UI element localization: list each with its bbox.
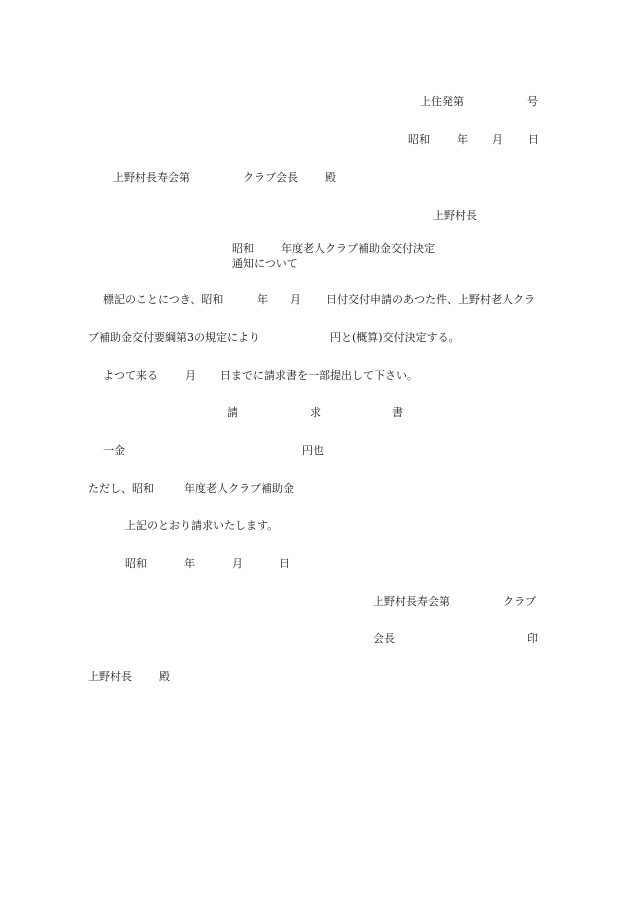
claim-statement: 上記のとおり請求いたします。 [125, 519, 279, 532]
addressee-club-title: クラブ会長 [243, 171, 298, 184]
body-p1-start: 標記のことにつき、昭和 [103, 293, 224, 306]
sender-name: 上野村長 [433, 209, 477, 222]
issue-number-label: 上住発第 [420, 95, 464, 108]
claimant-club-suffix: クラブ [503, 595, 536, 608]
claimant-club-prefix: 上野村長寿会第 [373, 595, 450, 608]
body-p1-year: 年 [257, 293, 268, 306]
amount-suffix: 円也 [302, 444, 324, 457]
claim-title-char-2: 求 [310, 406, 321, 419]
header-date-day: 日 [528, 133, 539, 146]
claim-recipient-honorific: 殿 [159, 670, 170, 683]
body-p3-end: 日までに請求書を一部提出して下さい。 [220, 369, 418, 382]
amount-label: 一金 [103, 444, 125, 457]
chair-label: 会長 [373, 632, 395, 645]
purpose-start: ただし、昭和 [88, 482, 154, 495]
header-date-year: 年 [457, 133, 468, 146]
subject-era: 昭和 [232, 242, 254, 255]
claim-title-char-1: 請 [227, 406, 238, 419]
body-p2-start: ブ補助金交付要綱第3の規定により [88, 331, 260, 344]
body-p1-month: 月 [290, 293, 301, 306]
header-date-era: 昭和 [408, 133, 430, 146]
claim-date-year: 年 [184, 557, 195, 570]
body-p3-month: 月 [185, 369, 196, 382]
addressee-club-prefix: 上野村長寿会第 [113, 171, 190, 184]
claim-date-month: 月 [232, 557, 243, 570]
purpose-end: 年度老人クラブ補助金 [184, 482, 294, 495]
body-p2-end: 円と(概算)交付決定する。 [330, 331, 460, 344]
header-date-month: 月 [492, 133, 503, 146]
issue-number-suffix: 号 [527, 95, 538, 108]
claim-title-char-3: 書 [392, 406, 403, 419]
body-p3-start: よつて来る [103, 369, 158, 382]
subject-line2: 通知について [232, 257, 298, 270]
claim-recipient: 上野村長 [88, 670, 132, 683]
addressee-honorific: 殿 [325, 171, 336, 184]
claim-date-era: 昭和 [125, 557, 147, 570]
seal-mark: 印 [527, 632, 538, 645]
claim-date-day: 日 [279, 557, 290, 570]
body-p1-end: 日付交付申請のあつた件、上野村老人クラ [326, 293, 535, 306]
subject-line1: 年度老人クラブ補助金交付決定 [281, 242, 435, 255]
